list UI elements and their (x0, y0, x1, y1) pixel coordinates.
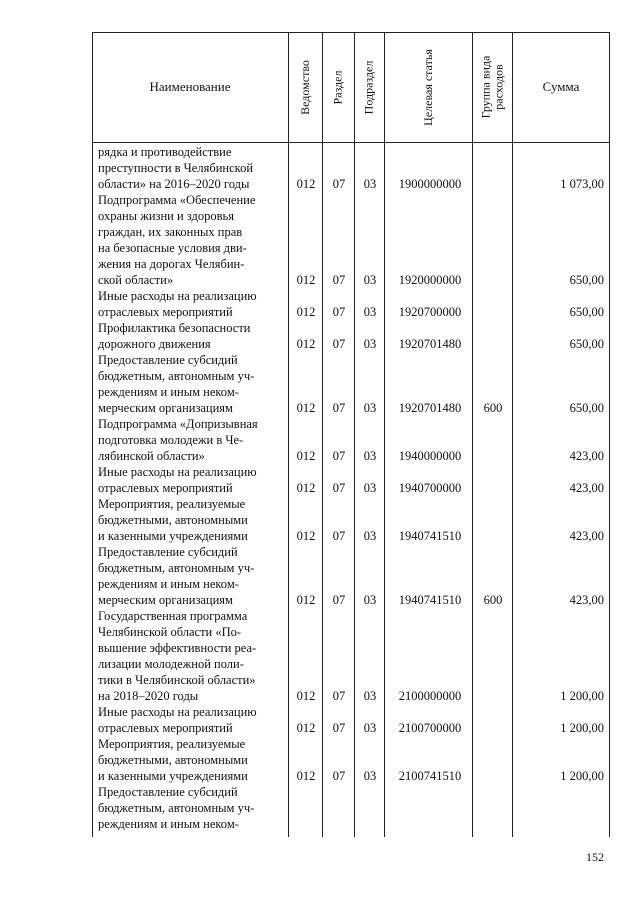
cell-raz: 07 (332, 449, 346, 463)
cell-pod: 03 (363, 593, 377, 607)
row-name-line: и казенными учреждениями (98, 769, 248, 783)
row-name-line: вышение эффективности реа- (98, 641, 257, 655)
cell-sum: 650,00 (569, 401, 604, 415)
row-name-line: Предоставление субсидий (98, 545, 238, 559)
cell-pod: 03 (363, 689, 377, 703)
cell-cel: 1940700000 (398, 481, 462, 495)
row-name-line: реждениям и иным неком- (98, 385, 239, 399)
row-name (98, 496, 282, 544)
cell-sum: 423,00 (569, 529, 604, 543)
row-name-line: мерческим организациям (98, 401, 233, 415)
cell-raz: 07 (332, 529, 346, 543)
cell-ved: 012 (296, 273, 316, 287)
budget-table (92, 32, 610, 837)
row-name-line: области» на 2016–2020 годы (98, 177, 250, 191)
header-celevaya: Целевая статья (420, 48, 435, 126)
row-name-line: Подпрограмма «Обеспечение (98, 193, 256, 207)
table-row (92, 704, 610, 736)
row-name (98, 192, 282, 288)
row-name-line: преступности в Челябинской (98, 161, 254, 175)
row-name-line: реждениям и иным неком- (98, 817, 239, 831)
cell-raz: 07 (332, 337, 346, 351)
row-name-line: бюджетным, автономным уч- (98, 801, 255, 815)
row-name-line: бюджетным, автономным уч- (98, 561, 255, 575)
header-name: Наименование (149, 79, 231, 94)
row-name-line: на безопасные условия дви- (98, 241, 247, 255)
cell-sum: 1 200,00 (560, 689, 604, 703)
row-name-line: отраслевых мероприятий (98, 481, 233, 495)
row-name-line: Предоставление субсидий (98, 353, 238, 367)
cell-sum: 1 073,00 (560, 177, 604, 191)
cell-raz: 07 (332, 481, 346, 495)
row-name (98, 608, 282, 704)
row-name-line: мерческим организациям (98, 593, 233, 607)
table-row (92, 192, 610, 288)
row-name-line: бюджетными, автономными (98, 513, 248, 527)
cell-ved: 012 (296, 721, 316, 735)
cell-ved: 012 (296, 449, 316, 463)
table-row (92, 144, 610, 192)
table-row (92, 288, 610, 320)
cell-raz: 07 (332, 721, 346, 735)
table-row (92, 544, 610, 608)
row-name-line: рядка и противодействие (98, 145, 232, 159)
row-name-line: тики в Челябинской области» (98, 673, 256, 687)
cell-ved: 012 (296, 305, 316, 319)
row-name-line: бюджетным, автономным уч- (98, 369, 255, 383)
cell-grp: 600 (483, 593, 503, 607)
table-row (92, 464, 610, 496)
cell-ved: 012 (296, 689, 316, 703)
cell-cel: 1940741510 (398, 529, 462, 543)
row-name-line: Иные расходы на реализацию (98, 705, 257, 719)
row-name (98, 352, 282, 416)
row-name-line: охраны жизни и здоровья (98, 209, 234, 223)
header-razdel: Раздел (330, 70, 345, 104)
row-name-line: бюджетными, автономными (98, 753, 248, 767)
row-name-line: лябинской области» (98, 449, 205, 463)
cell-ved: 012 (296, 401, 316, 415)
cell-ved: 012 (296, 593, 316, 607)
cell-ved: 012 (296, 177, 316, 191)
row-name-line: Мероприятия, реализуемые (98, 497, 246, 511)
cell-cel: 2100741510 (398, 769, 462, 783)
cell-pod: 03 (363, 529, 377, 543)
cell-ved: 012 (296, 337, 316, 351)
row-name-line: реждениям и иным неком- (98, 577, 239, 591)
cell-cel: 1920701480 (398, 337, 462, 351)
header-vedomstvo: Ведомство (297, 59, 312, 115)
row-name-line: Мероприятия, реализуемые (98, 737, 246, 751)
row-name (98, 544, 282, 608)
cell-pod: 03 (363, 305, 377, 319)
row-name (98, 784, 282, 832)
cell-cel: 2100700000 (398, 721, 462, 735)
row-name-line: Профилактика безопасности (98, 321, 251, 335)
row-name-line: Предоставление субсидий (98, 785, 238, 799)
row-name (98, 288, 282, 320)
row-name-line: Подпрограмма «Допризывная (98, 417, 258, 431)
cell-sum: 423,00 (569, 449, 604, 463)
cell-ved: 012 (296, 481, 316, 495)
row-name-line: Иные расходы на реализацию (98, 289, 257, 303)
table-row (92, 320, 610, 352)
row-name-line: дорожного движения (98, 337, 211, 351)
row-name-line: лизации молодежной поли- (98, 657, 244, 671)
header-gruppa: Группа вида расходов (478, 55, 505, 119)
cell-ved: 012 (296, 769, 316, 783)
cell-raz: 07 (332, 769, 346, 783)
cell-sum: 650,00 (569, 273, 604, 287)
cell-cel: 1920000000 (398, 273, 462, 287)
table-row (92, 608, 610, 704)
row-name (98, 736, 282, 784)
cell-raz: 07 (332, 305, 346, 319)
table-row (92, 736, 610, 784)
row-name-line: Иные расходы на реализацию (98, 465, 257, 479)
cell-sum: 1 200,00 (560, 769, 604, 783)
cell-pod: 03 (363, 337, 377, 351)
table-row (92, 784, 610, 832)
cell-raz: 07 (332, 177, 346, 191)
cell-pod: 03 (363, 177, 377, 191)
row-name (98, 416, 282, 464)
cell-cel: 2100000000 (398, 689, 462, 703)
row-name (98, 144, 282, 192)
row-name (98, 704, 282, 736)
cell-raz: 07 (332, 401, 346, 415)
cell-sum: 423,00 (569, 593, 604, 607)
row-name-line: на 2018–2020 годы (98, 689, 199, 703)
row-name (98, 320, 282, 352)
cell-pod: 03 (363, 273, 377, 287)
cell-sum: 423,00 (569, 481, 604, 495)
cell-pod: 03 (363, 449, 377, 463)
row-name-line: ской области» (98, 273, 174, 287)
cell-ved: 012 (296, 529, 316, 543)
cell-cel: 1900000000 (398, 177, 462, 191)
cell-raz: 07 (332, 593, 346, 607)
cell-cel: 1920700000 (398, 305, 462, 319)
cell-pod: 03 (363, 481, 377, 495)
cell-sum: 650,00 (569, 305, 604, 319)
row-name-line: граждан, их законных прав (98, 225, 243, 239)
header-podrazdel: Подраздел (361, 60, 376, 114)
cell-pod: 03 (363, 721, 377, 735)
row-name-line: подготовка молодежи в Че- (98, 433, 244, 447)
cell-cel: 1920701480 (398, 401, 462, 415)
cell-raz: 07 (332, 689, 346, 703)
row-name-line: Государственная программа (98, 609, 248, 623)
row-name-line: отраслевых мероприятий (98, 721, 233, 735)
row-name-line: и казенными учреждениями (98, 529, 248, 543)
table-row (92, 416, 610, 464)
page-number: 152 (586, 850, 604, 864)
cell-cel: 1940000000 (398, 449, 462, 463)
cell-sum: 1 200,00 (560, 721, 604, 735)
row-name (98, 464, 282, 496)
cell-cel: 1940741510 (398, 593, 462, 607)
table-row (92, 352, 610, 416)
cell-grp: 600 (483, 401, 503, 415)
row-name-line: жения на дорогах Челябин- (98, 257, 245, 271)
cell-pod: 03 (363, 401, 377, 415)
row-name-line: отраслевых мероприятий (98, 305, 233, 319)
cell-raz: 07 (332, 273, 346, 287)
cell-sum: 650,00 (569, 337, 604, 351)
row-name-line: Челябинской области «По- (98, 625, 242, 639)
header-summa: Сумма (542, 79, 580, 94)
cell-pod: 03 (363, 769, 377, 783)
table-row (92, 496, 610, 544)
